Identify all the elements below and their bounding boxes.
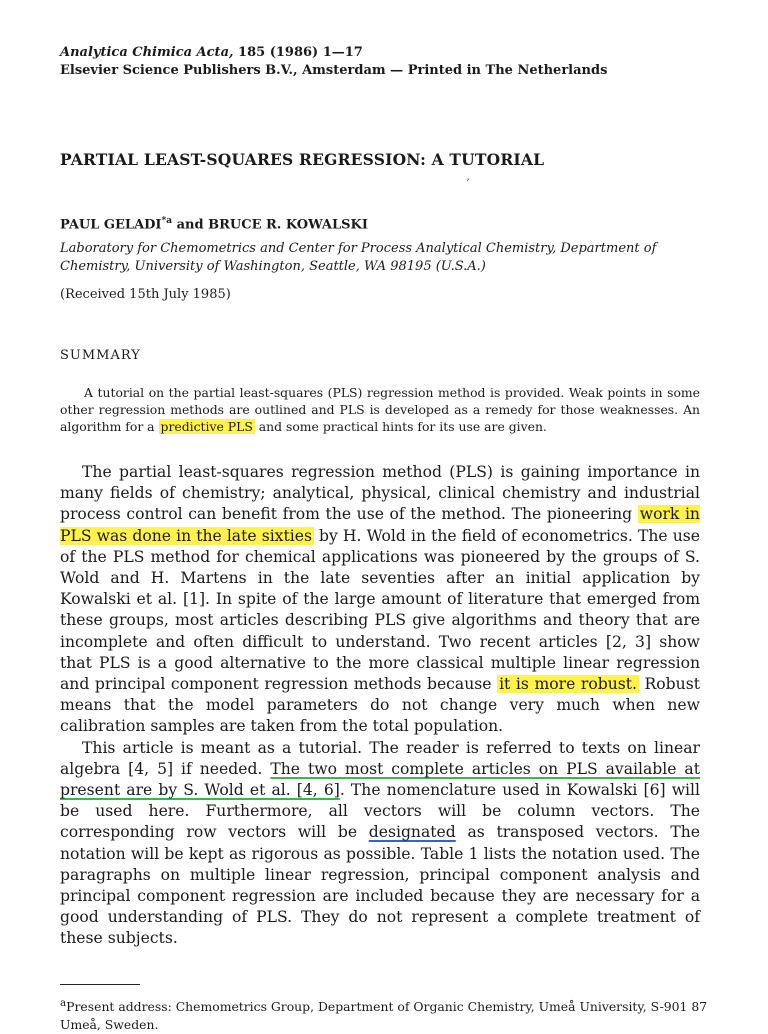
body-text-span: by H. Wold in the field of econometrics. The use of the PLS method for chemical applications was pioneered by the groups of S. Wold and H. Martens in the late seventies after an initial application by Kowalski et al. [1]. In spite of the large amount of literature that emerged from these groups, most articles describing PLS give algorithms and theory that are incomplete and often difficult to understand. Two recent articles [2, 3] show that PLS is a good alternative to the more classical multiple linear regression and principal component regression methods because xyxy=(60,526,700,694)
footnote-text: Present address: Chemometrics Group, Department of Organic Chemistry, Umeå University, S-901 87 Umeå, Sweden. xyxy=(60,999,708,1033)
summary-abstract xyxy=(60,384,700,435)
journal-name: Analytica Chimica Acta, xyxy=(60,45,234,60)
summary-text: and some practical hints for its use are given. xyxy=(254,419,547,434)
body-text-span: This article is meant as a tutorial. The reader is referred to texts on linear algebra [4, 5] if needed. xyxy=(60,738,700,778)
body-paragraph xyxy=(60,462,700,738)
footnote-rule xyxy=(60,984,140,985)
author-name: BRUCE R. KOWALSKI xyxy=(208,217,368,233)
summary-paragraph xyxy=(60,384,700,435)
highlight-late-sixties: work in PLS was done in the late sixties xyxy=(60,505,700,545)
footnote xyxy=(60,994,710,1034)
body-text-span: Robust means that the model parameters do not change very much when new calibration samples are taken from the total population. xyxy=(60,675,700,736)
underline-designated: designated xyxy=(368,823,456,842)
underline-wold-articles: The two most complete articles on PLS available at present are by S. Wold et al. [4, 6] xyxy=(60,759,700,800)
body-text-span: . The nomenclature used in Kowalski [6] will be used here. Furthermore, all vectors will be column vectors. The corresponding row vectors will be xyxy=(60,781,700,842)
article-title: PARTIAL LEAST-SQUARES REGRESSION: A TUTORIAL xyxy=(60,150,545,169)
author-line xyxy=(60,216,368,232)
journal-citation xyxy=(60,44,710,62)
body-text-span: The partial least-squares regression method (PLS) is gaining importance in many fields of chemistry; analytical, physical, clinical chemistry and industrial process control can benefit from the use of the method. The pioneering xyxy=(60,463,700,524)
body-paragraph xyxy=(60,738,700,950)
footnote-mark: a xyxy=(60,997,67,1009)
affiliation: Laboratory for Chemometrics and Center for Process Analytical Chemistry, Department of Chemistry, University of Washington, Seattle, WA 98195 (U.S.A.) xyxy=(60,241,657,274)
received-date: (Received 15th July 1985) xyxy=(60,287,231,302)
scan-speck: ʼ xyxy=(466,178,470,189)
body-text-span: as transposed vectors. The notation will be kept as rigorous as possible. Table 1 lists the notation used. The paragraphs on multiple linear regression, principal component analysis and principal component regression are included because they are necessary for a good understanding of PLS. They do not represent a complete treatment of these subjects. xyxy=(60,823,700,948)
summary-text: A tutorial on the partial least-squares (PLS) regression method is provided. Weak points in some other regression methods are outlined and PLS is developed as a remedy for those weaknesses. An algorithm for a xyxy=(60,385,700,434)
publisher-line: Elsevier Science Publishers B.V., Amsterdam — Printed in The Netherlands xyxy=(60,63,608,78)
journal-volume-pages: 185 (1986) 1—17 xyxy=(233,45,363,60)
body-text xyxy=(60,462,700,950)
article-page xyxy=(60,44,710,1033)
summary-heading: SUMMARY xyxy=(60,348,141,363)
author-join: and xyxy=(172,217,209,233)
highlight-predictive-pls: predictive PLS xyxy=(160,419,253,434)
author-name: PAUL GELADI xyxy=(60,217,162,233)
highlight-more-robust: it is more robust. xyxy=(499,675,637,694)
author-mark: *a xyxy=(161,216,173,226)
